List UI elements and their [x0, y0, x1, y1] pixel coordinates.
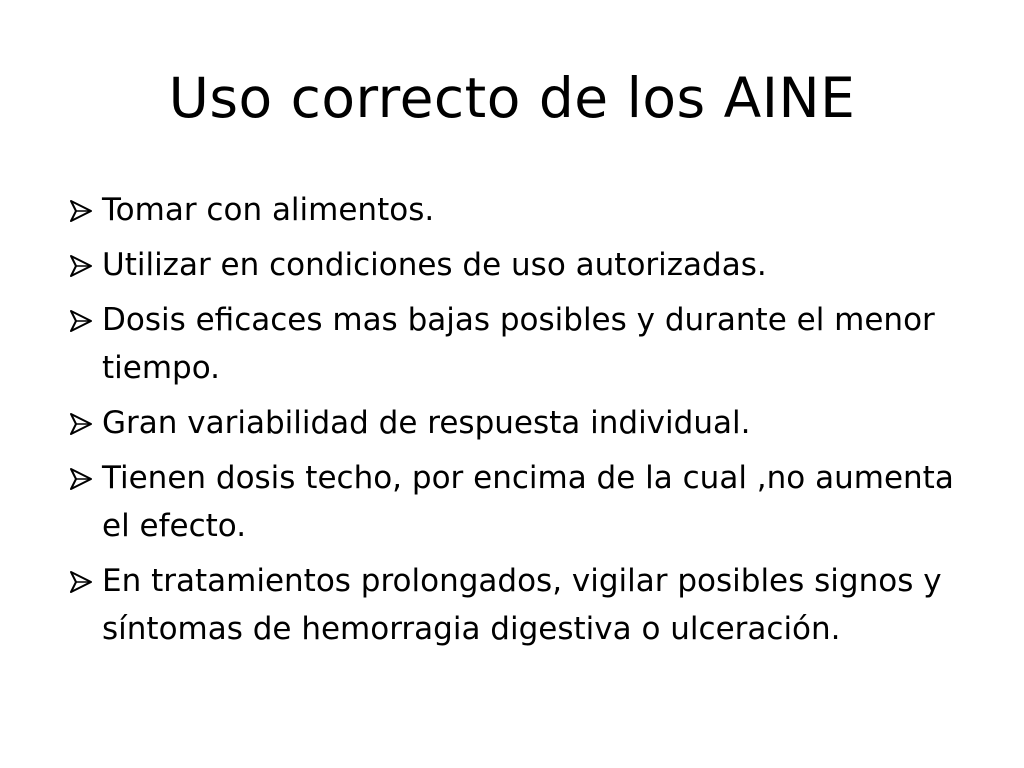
arrow-bullet-icon: [68, 199, 94, 223]
arrow-bullet-icon: [68, 467, 94, 491]
bullet-text: En tratamientos prolongados, vigilar posibles signos y síntomas de hemorragia digestiva o ulceración.: [102, 563, 942, 647]
list-item: [64, 557, 984, 653]
arrow-bullet-icon: [68, 412, 94, 436]
arrow-bullet-icon: [68, 254, 94, 278]
list-item: [64, 296, 984, 392]
list-item: [64, 186, 984, 234]
bullet-text: Gran variabilidad de respuesta individual.: [102, 405, 751, 441]
slide-title: Uso correcto de los AINE: [168, 66, 856, 130]
arrow-bullet-icon: [68, 570, 94, 594]
bullet-text: Tienen dosis techo, por encima de la cual ,no aumenta el efecto.: [102, 460, 954, 544]
list-item: [64, 241, 984, 289]
arrow-bullet-icon: [68, 309, 94, 333]
bullet-text: Utilizar en condiciones de uso autorizadas.: [102, 247, 767, 283]
bullet-list: [64, 186, 984, 660]
list-item: [64, 454, 984, 550]
bullet-text: Tomar con alimentos.: [102, 192, 435, 228]
list-item: [64, 399, 984, 447]
bullet-text: Dosis eficaces mas bajas posibles y durante el menor tiempo.: [102, 302, 935, 386]
